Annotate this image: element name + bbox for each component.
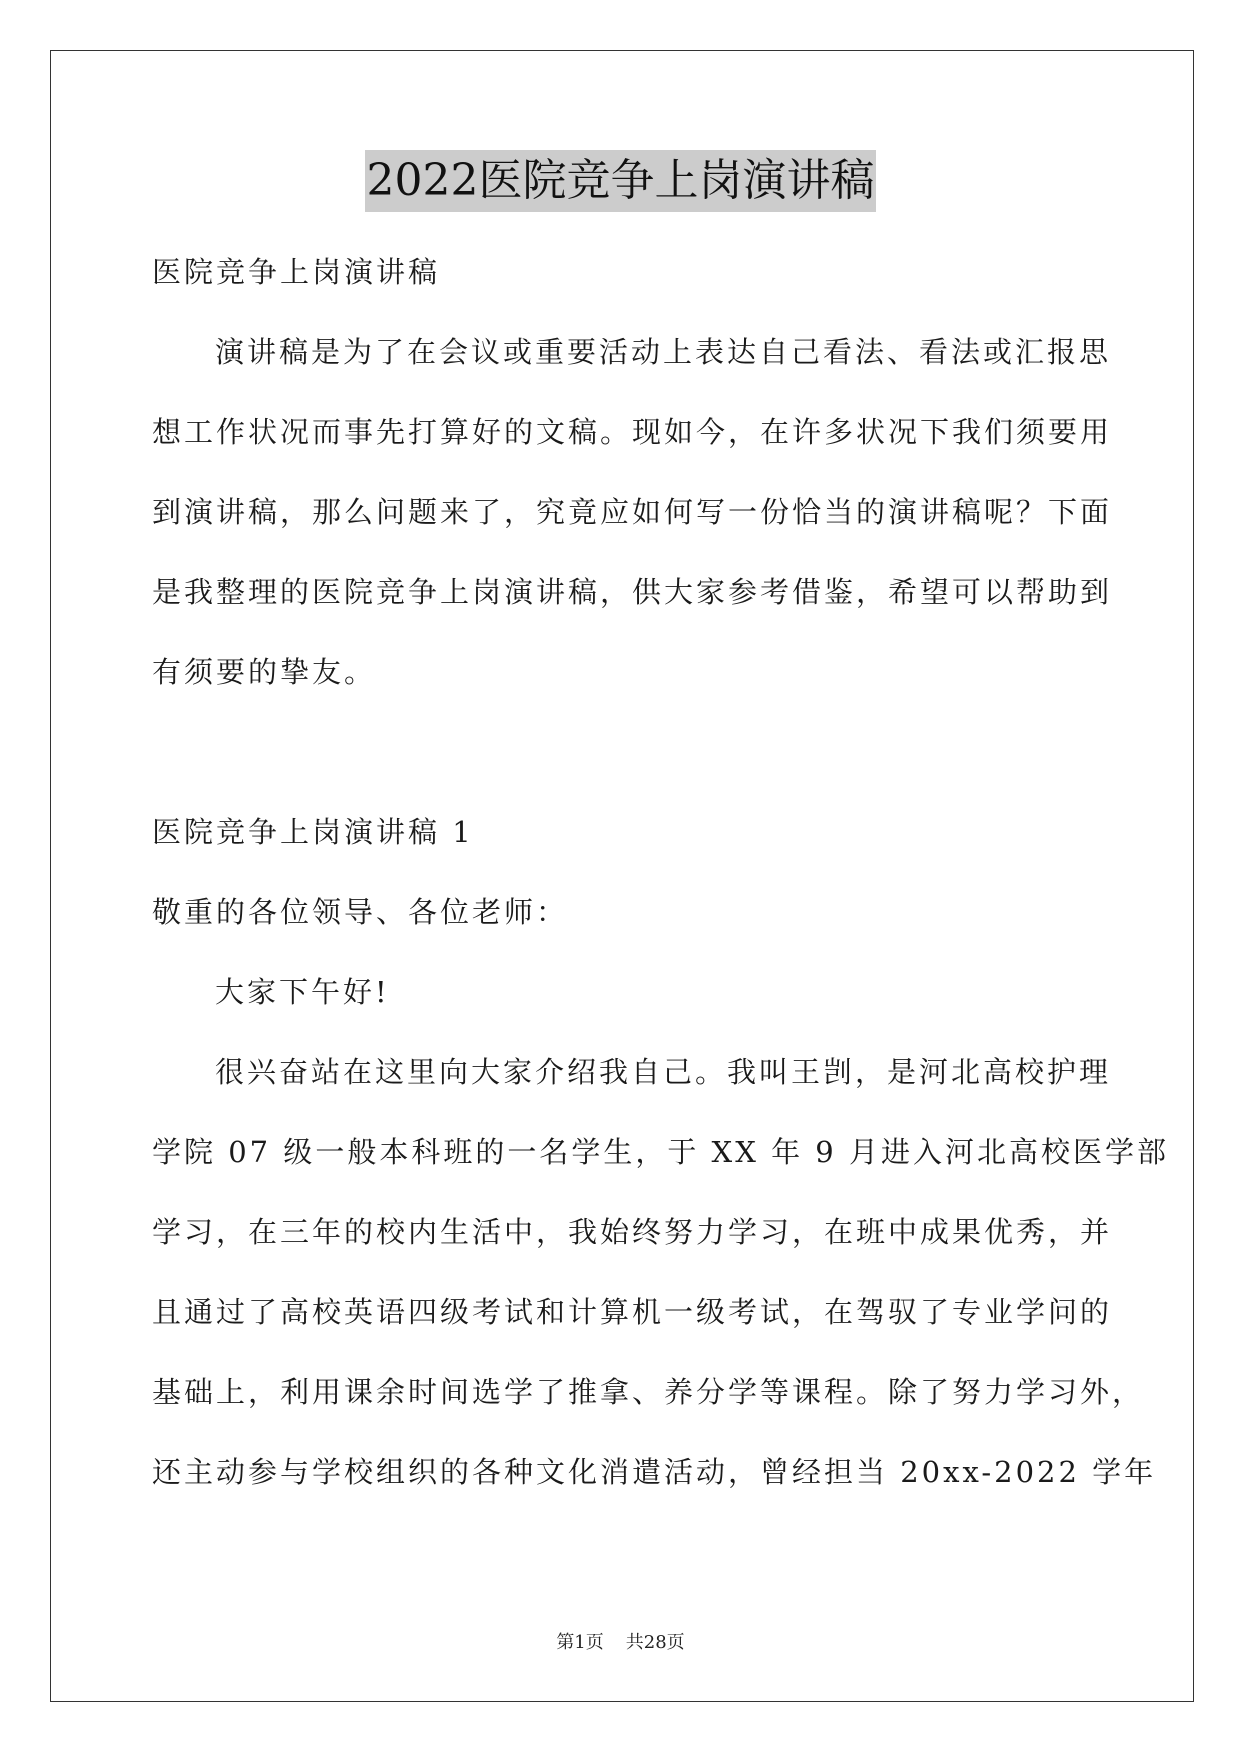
paragraph-line: 学院 07 级一般本科班的一名学生，于 XX 年 9 月进入河北高校医学部 — [152, 1135, 1169, 1169]
greeting-line: 大家下午好! — [215, 975, 390, 1009]
paragraph-line: 学习，在三年的校内生活中，我始终努力学习，在班中成果优秀，并 — [152, 1215, 1113, 1249]
title-container — [0, 150, 1241, 212]
paragraph-line: 到演讲稿，那么问题来了，究竟应如何写一份恰当的演讲稿呢？下面 — [152, 495, 1113, 529]
page-footer — [0, 1628, 1241, 1654]
document-title: 2022医院竞争上岗演讲稿 — [365, 150, 877, 212]
section-heading: 医院竞争上岗演讲稿 1 — [152, 815, 474, 849]
paragraph-line: 很兴奋站在这里向大家介绍我自己。我叫王剀，是河北高校护理 — [215, 1055, 1112, 1089]
paragraph-line: 且通过了高校英语四级考试和计算机一级考试，在驾驭了专业学问的 — [152, 1295, 1113, 1329]
paragraph-line: 基础上，利用课余时间选学了推拿、养分学等课程。除了努力学习外， — [152, 1375, 1145, 1409]
total-pages: 共28页 — [625, 1632, 685, 1653]
document-body — [152, 232, 1169, 1512]
paragraph-line: 想工作状况而事先打算好的文稿。现如今，在许多状况下我们须要用 — [152, 415, 1113, 449]
paragraph-line: 还主动参与学校组织的各种文化消遣活动，曾经担当 20xx-2022 学年 — [152, 1455, 1157, 1489]
paragraph-line: 医院竞争上岗演讲稿 — [152, 255, 441, 289]
page-number: 第1页 — [556, 1632, 604, 1653]
paragraph-line: 是我整理的医院竞争上岗演讲稿，供大家参考借鉴，希望可以帮助到 — [152, 575, 1113, 609]
salutation-line: 敬重的各位领导、各位老师： — [152, 895, 569, 929]
paragraph-gap — [152, 712, 1102, 792]
paragraph-line: 有须要的挚友。 — [152, 655, 377, 689]
paragraph-line: 演讲稿是为了在会议或重要活动上表达自己看法、看法或汇报思 — [215, 335, 1112, 369]
